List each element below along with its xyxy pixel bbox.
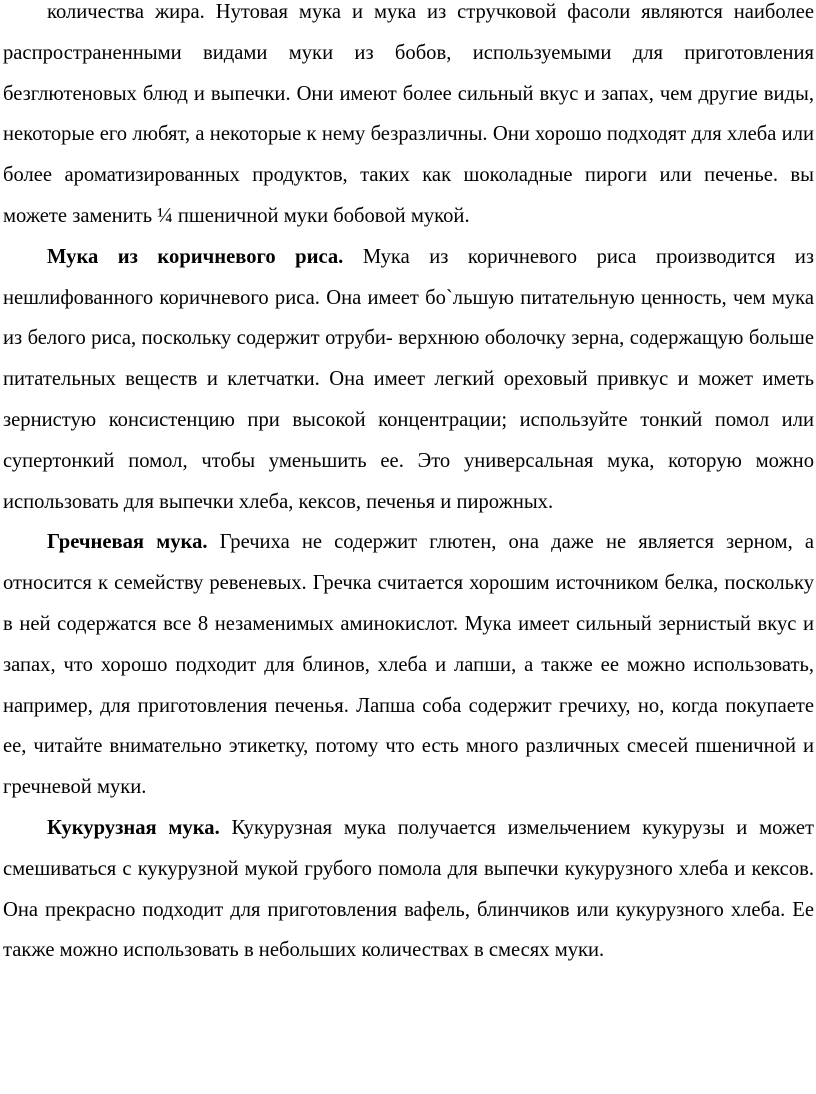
paragraph-bean-flour bbox=[3, 0, 814, 237]
paragraph-bean-flour-text: количества жира. Нутовая мука и мука из стручковой фасоли являются наиболее распространенными видами муки из бобов, используемыми для приготовления безглютеновых блюд и выпечки. Они имеют более сильный вкус и запах, чем другие виды, некоторые его любят, а некоторые к нему безразличны. Они хорошо подходят для хлеба или более ароматизированных продуктов, таких как шоколадные пироги или печенье. вы можете заменить ¼ пшеничной муки бобовой мукой. bbox=[3, 1, 814, 227]
paragraph-brown-rice-flour bbox=[3, 237, 814, 523]
paragraph-buckwheat-flour-text: Гречиха не содержит глютен, она даже не является зерном, а относится к семейству ревеневых. Гречка считается хорошим источником белка, поскольку в ней содержатся все 8 незаменимых аминокислот. Мука имеет сильный зернистый вкус и запах, что хорошо подходит для блинов, хлеба и лапши, а также ее можно использовать, например, для приготовления печенья. Лапша соба содержит гречиху, но, когда покупаете ее, читайте внимательно этикетку, потому что есть много различных смесей пшеничной и гречневой муки. bbox=[3, 531, 814, 799]
paragraph-corn-flour bbox=[3, 808, 814, 971]
paragraph-brown-rice-flour-text: Мука из коричневого риса производится из нешлифованного коричневого риса. Она имеет бо`льшую питательную ценность, чем мука из белого риса, поскольку содержит отруби- верхнюю оболочку зерна, содержащую больше питательных веществ и клетчатки. Она имеет легкий ореховый привкус и может иметь зернистую консистенцию при высокой концентрации; используйте тонкий помол или супертонкий помол, чтобы уменьшить ее. Это универсальная мука, которую можно использовать для выпечки хлеба, кексов, печенья и пирожных. bbox=[3, 245, 814, 513]
paragraph-buckwheat-flour bbox=[3, 522, 814, 808]
heading-buckwheat-flour: Гречневая мука. bbox=[47, 531, 208, 554]
paragraph-corn-flour-text: Кукурузная мука получается измельчением кукурузы и может смешиваться с кукурузной мукой грубого помола для выпечки кукурузного хлеба и кексов. Она прекрасно подходит для приготовления вафель, блинчиков или кукурузного хлеба. Ее также можно использовать в небольших количествах в смесях муки. bbox=[3, 816, 814, 962]
heading-brown-rice-flour: Мука из коричневого риса. bbox=[47, 245, 344, 268]
heading-corn-flour: Кукурузная мука. bbox=[47, 816, 220, 839]
